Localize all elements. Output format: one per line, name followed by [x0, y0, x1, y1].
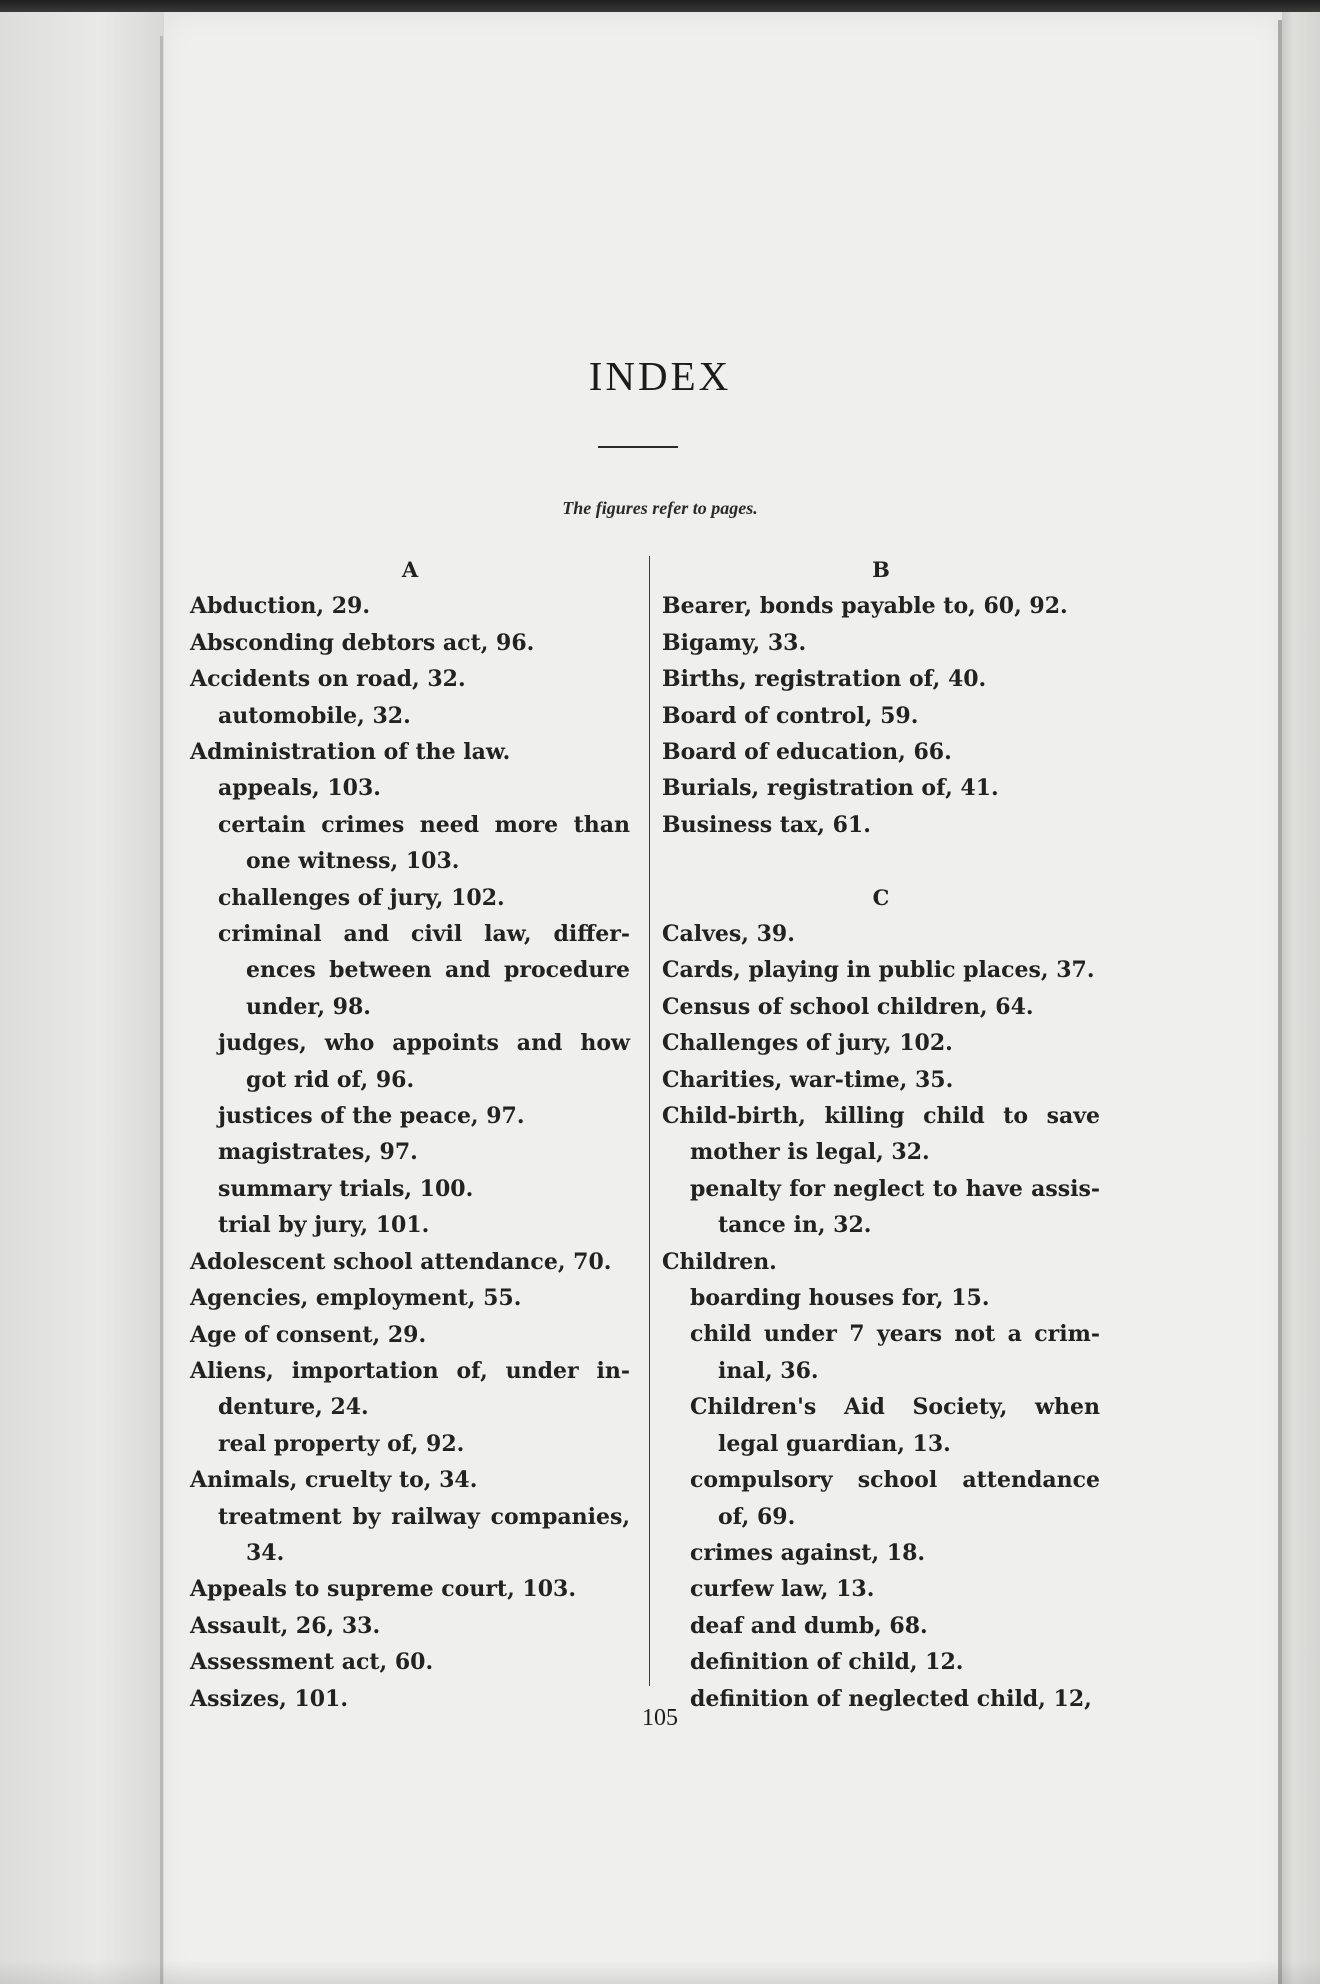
index-entry: Children. — [662, 1248, 777, 1275]
index-subentry: challenges of jury, 102. — [218, 884, 505, 911]
index-subentry: under, 98. — [246, 993, 371, 1020]
index-subentry: summary trials, 100. — [218, 1175, 474, 1202]
index-entry: Age of consent, 29. — [190, 1321, 427, 1348]
index-subentry: judges, who appoints and how — [218, 1030, 630, 1057]
index-entry: Bigamy, 33. — [662, 629, 807, 656]
section-letter: B — [872, 557, 890, 582]
title-underline-rule — [598, 446, 678, 448]
index-subentry: legal guardian, 13. — [718, 1430, 951, 1457]
index-entry: Births, registration of, 40. — [662, 666, 987, 693]
section-letter: A — [401, 557, 419, 582]
left-page-edge-rule — [160, 36, 163, 1984]
index-subentry: justices of the peace, 97. — [218, 1103, 525, 1130]
index-subentry: curfew law, 13. — [690, 1576, 875, 1603]
index-entry: Appeals to supreme court, 103. — [190, 1576, 576, 1603]
index-entry: Assault, 26, 33. — [190, 1612, 381, 1639]
index-entry: Child-birth, killing child to save — [662, 1103, 1100, 1130]
index-subentry: automobile, 32. — [218, 702, 411, 729]
index-entry: Bearer, bonds payable to, 60, 92. — [662, 593, 1068, 620]
index-entry: Agencies, employment, 55. — [190, 1285, 522, 1312]
index-column-right — [662, 552, 1100, 1717]
index-subentry: treatment by railway companies, — [218, 1503, 630, 1530]
index-subentry: tance in, 32. — [718, 1212, 872, 1239]
index-subentry: Children's Aid Society, when — [690, 1394, 1100, 1421]
page-number: 105 — [642, 1705, 678, 1731]
index-entry: Business tax, 61. — [662, 811, 871, 838]
index-subentry: deaf and dumb, 68. — [690, 1612, 928, 1639]
index-column-left — [190, 552, 630, 1717]
index-subentry: definition of child, 12. — [690, 1649, 964, 1676]
index-subentry: compulsory school attendance — [690, 1467, 1100, 1494]
index-entry: Abduction, 29. — [190, 593, 371, 620]
index-subentry: penalty for neglect to have assis- — [690, 1175, 1100, 1202]
index-entry: Absconding debtors act, 96. — [190, 629, 535, 656]
column-divider — [649, 556, 650, 1686]
index-entry: Cards, playing in public places, 37. — [662, 957, 1095, 984]
index-entry: Aliens, importation of, under in- — [190, 1357, 630, 1384]
index-subentry: boarding houses for, 15. — [690, 1285, 990, 1312]
index-subentry: certain crimes need more than — [218, 811, 630, 838]
page-title: INDEX — [588, 353, 732, 399]
section-letter: C — [872, 884, 890, 910]
index-subentry: inal, 36. — [718, 1357, 819, 1384]
index-entry: Board of education, 66. — [662, 739, 952, 766]
index-subentry: got rid of, 96. — [246, 1066, 415, 1093]
index-entry: Challenges of jury, 102. — [662, 1030, 953, 1057]
index-entry: Accidents on road, 32. — [190, 666, 466, 693]
right-page-edge-rule — [1278, 20, 1282, 1984]
index-subentry: mother is legal, 32. — [690, 1139, 930, 1166]
index-subentry: crimes against, 18. — [690, 1539, 926, 1566]
index-entry: Adolescent school attendance, 70. — [190, 1248, 612, 1275]
index-subentry: appeals, 103. — [218, 775, 381, 802]
index-entry: Census of school children, 64. — [662, 993, 1034, 1020]
index-subentry: 34. — [246, 1539, 285, 1566]
scan-top-edge — [0, 0, 1320, 12]
index-subentry: one witness, 103. — [246, 848, 460, 875]
index-subentry: child under 7 years not a crim- — [690, 1321, 1100, 1348]
index-entry: Administration of the law. — [190, 739, 511, 766]
index-entry: Charities, war-time, 35. — [662, 1066, 954, 1093]
index-subentry: criminal and civil law, differ- — [218, 921, 630, 948]
index-subentry: denture, 24. — [218, 1394, 369, 1421]
index-entry: Burials, registration of, 41. — [662, 775, 999, 802]
index-entry: Calves, 39. — [662, 921, 795, 948]
bottom-shade — [0, 1960, 1320, 1984]
index-subentry: definition of neglected child, 12, — [690, 1685, 1092, 1712]
index-entry: Animals, cruelty to, 34. — [190, 1467, 478, 1494]
index-entry: Assizes, 101. — [190, 1685, 348, 1712]
index-subentry: real property of, 92. — [218, 1430, 465, 1457]
index-note: The figures refer to pages. — [562, 498, 758, 518]
left-binding-margin — [0, 12, 164, 1984]
index-subentry: trial by jury, 101. — [218, 1212, 430, 1239]
right-page-edge — [1282, 12, 1320, 1984]
section-spacer — [662, 843, 1100, 879]
index-subentry: of, 69. — [718, 1503, 796, 1530]
index-subentry: ences between and procedure — [246, 957, 630, 984]
index-entry: Assessment act, 60. — [190, 1649, 434, 1676]
index-entry: Board of control, 59. — [662, 702, 919, 729]
index-subentry: magistrates, 97. — [218, 1139, 418, 1166]
